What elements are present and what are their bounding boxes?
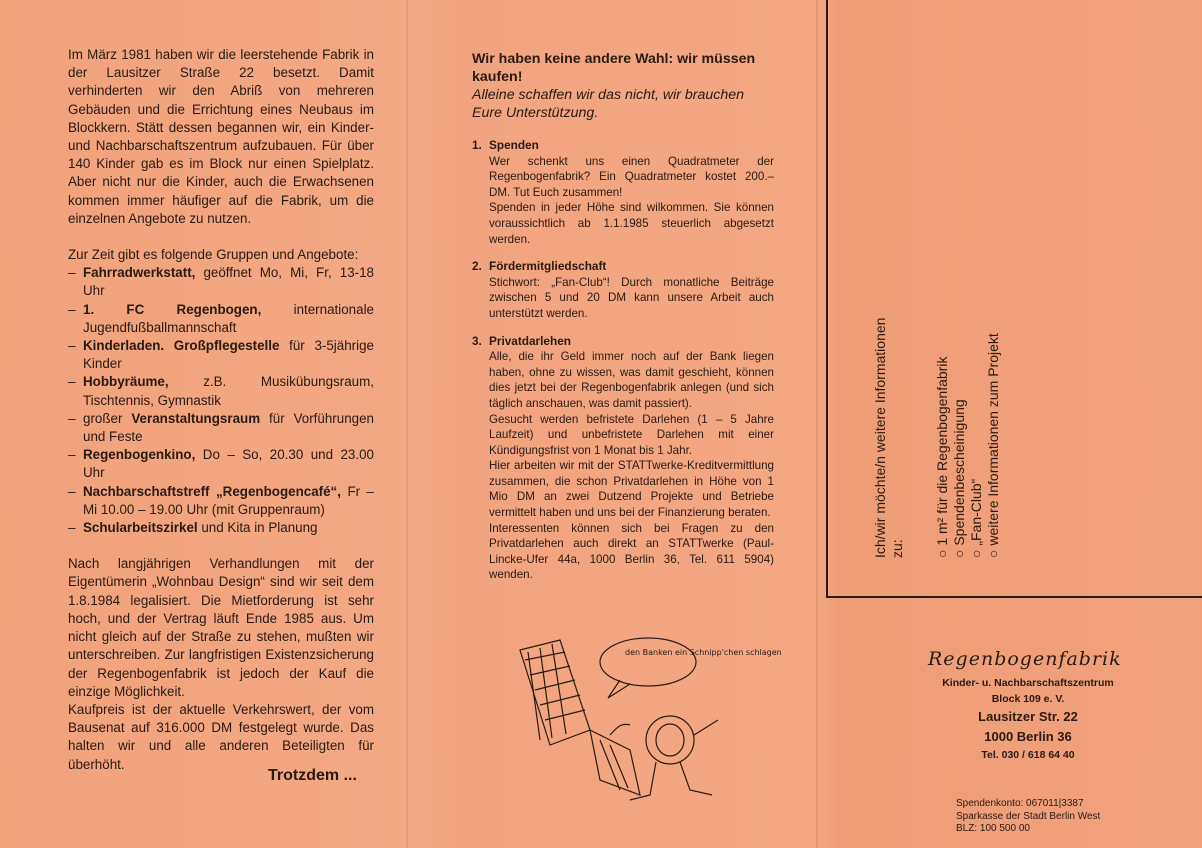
price-paragraph: Kaufpreis ist der aktuelle Verkehrswert, der vom Bausenat auf 316.000 DM festgelegt wurde. Das halten wir und alle anderen Beteiligten für überhöht. [68,701,374,772]
reply-option-checkbox[interactable]: ○ 1 m² für die Regenbogenfabrik [934,356,950,558]
offer-item: – Kinderladen. Großpflegestelle für 3-5jährige Kinder [68,337,374,373]
section-paragraph: Hier arbeiten wir mit der STATTwerke-Kreditvermittlung zusammen, die schon Privatdarlehen in Höhe von 1 Mio DM an zwei Dutzend Projekte und Betriebe vermittelt haben und uns bei der Finanzierung beraten. [489,459,774,520]
stamp-line2: Block 109 e. V. [991,693,1065,705]
section-paragraph: Stichwort: „Fan-Club“! Durch monatliche Beiträge zwischen 5 und 20 DM kann unsere Arbeit auch unterstützt werden. [489,275,774,320]
stamp-city: 1000 Berlin 36 [984,729,1072,744]
fold-line [406,0,408,848]
support-section [472,334,774,584]
bank-blz: BLZ: 100 500 00 [956,823,1030,834]
support-section [472,259,774,321]
offer-item: – 1. FC Regenbogen, internationale Jugendfußballmannschaft [68,301,374,337]
offer-item: – Regenbogenkino, Do – So, 20.30 und 23.00 Uhr [68,446,374,482]
support-sections [472,138,774,583]
stamp-address [928,675,1128,763]
appeal-subheading: Alleine schaffen wir das nicht, wir brauchen Eure Unterstützung. [472,87,745,121]
stamp-phone: Tel. 030 / 618 64 40 [981,749,1075,761]
closing-text: Trotzdem ... [268,767,357,784]
bank-details [956,798,1100,836]
section-title: 1. Spenden [472,138,539,152]
reply-intro: Ich/wir möchte/n weitere Informationen [872,317,888,558]
fold-line [816,0,818,848]
appeal-heading: Wir haben keine andere Wahl: wir müssen kaufen! [472,51,756,85]
reply-option-checkbox[interactable]: ○ Spendenbescheinigung [951,399,967,558]
offers-intro: Zur Zeit gibt es folgende Gruppen und Angebote: [68,247,359,263]
bank-name: Sparkasse der Stadt Berlin West [956,810,1101,822]
stamp-line1: Kinder- u. Nachbarschaftszentrum [942,677,1114,689]
intro-paragraph: Im März 1981 haben wir die leerstehende Fabrik in der Lausitzer Straße 22 besetzt. Damit verhinderten wir den Abriß von mehreren Gebäuden und die Errichtung eines Neubaus im Blockkern. Stätt dessen begannen wir, ein Kinder- und Nachbarschaftszentrum aufzubauen. Für über 140 Kinder gab es im Block nur einen Spielplatz. Aber nicht nur die Kinder, auch die Erwachsenen kommen immer häufiger auf die Fabrik, um die einzelnen Angebote zu nutzen. [68,47,374,226]
offer-item: – Hobbyräume, z.B. Musikübungsraum, Tischtennis, Gymnastik [68,373,374,409]
section-title: 3. Privatdarlehen [472,333,571,348]
stamp-street: Lausitzer Str. 22 [978,709,1078,724]
cartoon-illustration [480,630,782,810]
negotiation-paragraph: Nach langjährigen Verhandlungen mit der Eigentümerin „Wohnbau Design“ sind wir seit dem 1.8.1984 legalisiert. Die Mietforderung ist sehr hoch, und der Vertrag läuft Ende 1985 aus. Um nicht gleich auf der Straße zu stehen, mußten wir unterschreiben. Zur langfristigen Existenzsicherung der Regenbogenfabrik ist jedoch der Kauf die einzige Möglichkeit. [68,556,374,699]
left-column [68,46,374,774]
section-paragraph: Alle, die ihr Geld immer noch auf der Bank liegen haben, ohne zu wissen, was damit geschieht, können dies jetzt bei der Regenbogenfabrik anlegen (und sich täglich anschauen, was damit passiert). [489,350,774,410]
offer-item: – Nachbarschaftstreff „Regenbogencafé“, Fr – Mi 10.00 – 19.00 Uhr (mit Gruppenraum) [68,483,374,519]
offer-item: – großer Veranstaltungsraum für Vorführungen und Feste [68,410,374,446]
offer-item: – Fahrradwerkstatt, geöffnet Mo, Mi, Fr, 13-18 Uhr [68,264,374,300]
section-paragraph: Gesucht werden befristete Darlehen (1 – 5 Jahre Laufzeit) und unbefristete Darlehen mit einer Kündigungsfrist von 1 Monat bis 1 Jahr. [489,412,774,457]
reply-option-checkbox[interactable]: ○ „Fan-Club“ [968,478,984,558]
middle-column [472,50,774,595]
support-section [472,138,774,247]
bank-account: Spendenkonto: 067011|3387 [956,798,1084,809]
reply-options [934,228,1002,558]
section-title: 2. Fördermitgliedschaft [472,259,607,274]
section-paragraph: Interessenten können sich bei Fragen zu den Privatdarlehen auch direkt an STATTwerke (Paul-Lincke-Ufer 44a, 1000 Berlin 36, Tel. 611 5904) wenden. [489,521,774,582]
section-paragraph: Spenden in jeder Höhe sind wilkommen. Sie können voraussichtlich ab 1.1.1985 steuerlich abgesetzt werden. [489,201,774,246]
cartoon-speech: den Banken ein Schnipp'chen schlagen [625,648,782,657]
reply-intro-zu: zu: [889,539,905,558]
offer-item: – Schularbeitszirkel und Kita in Planung [68,519,374,537]
offers-list [68,264,374,537]
section-paragraph: Wer schenkt uns einen Quadratmeter der Regenbogenfabrik? Ein Quadratmeter kostet 200.– DM. Tut Euch zusammen! [489,154,774,199]
reply-option-checkbox[interactable]: ○ weitere Informationen zum Projekt [985,333,1001,558]
stamp-logo: Regenbogenfabrik [928,648,1122,670]
